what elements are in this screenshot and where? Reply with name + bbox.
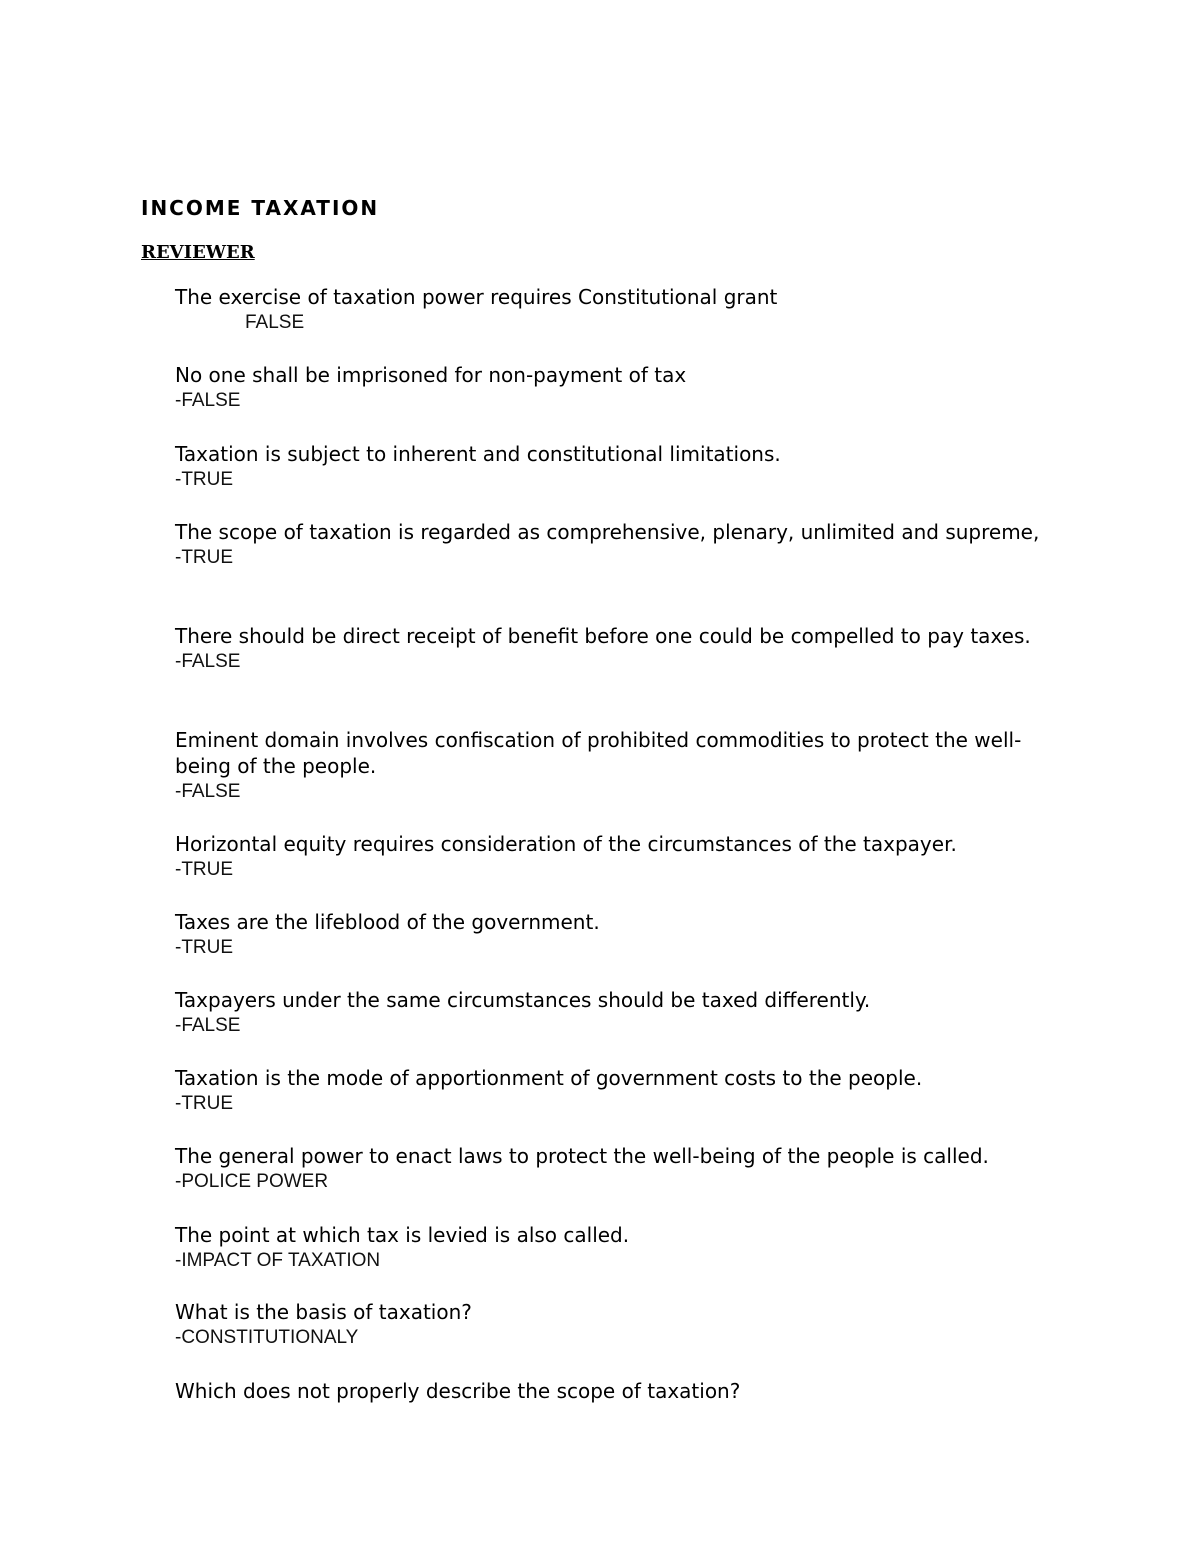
qa-item (175, 441, 1075, 493)
question-text: The scope of taxation is regarded as comprehensive, plenary, unlimited and supreme, (175, 520, 1040, 544)
question-text: There should be direct receipt of benefit before one could be compelled to pay taxes. (175, 624, 1031, 648)
question-text: Taxation is the mode of apportionment of government costs to the people. (175, 1066, 923, 1090)
question-text: The point at which tax is levied is also called. (175, 1223, 630, 1247)
answer-text: -CONSTITUTIONALY (175, 1327, 359, 1348)
answer-text: -TRUE (175, 859, 234, 880)
question-text: No one shall be imprisoned for non-payment of tax (175, 363, 687, 387)
qa-item (175, 362, 1075, 414)
answer-text: -FALSE (175, 390, 241, 411)
question-text: The exercise of taxation power requires Constitutional grant (175, 285, 778, 309)
question-text: Taxpayers under the same circumstances should be taxed differently. (175, 988, 871, 1012)
qa-item (175, 909, 1075, 961)
answer-text: -POLICE POWER (175, 1171, 329, 1192)
answer-text: -TRUE (175, 469, 234, 490)
question-text: What is the basis of taxation? (175, 1300, 472, 1324)
answer-text: -FALSE (175, 651, 241, 672)
answer-text: -TRUE (175, 1093, 234, 1114)
question-text: Horizontal equity requires consideration of the circumstances of the taxpayer. (175, 832, 957, 856)
qa-item (175, 284, 1075, 336)
qa-item (175, 1065, 1075, 1117)
qa-item (175, 831, 1075, 883)
answer-text: -TRUE (175, 547, 234, 568)
qa-item (175, 1378, 1075, 1404)
qa-item (175, 1143, 1075, 1195)
qa-item (175, 519, 1075, 571)
question-text: Taxation is subject to inherent and constitutional limitations. (175, 442, 781, 466)
answer-text: -TRUE (175, 937, 234, 958)
qa-item (175, 623, 1075, 675)
qa-item (175, 987, 1075, 1039)
question-text: The general power to enact laws to protect the well-being of the people is called. (175, 1144, 989, 1168)
answer-text: -FALSE (175, 1015, 241, 1036)
qa-item (175, 1299, 1075, 1351)
question-text: Which does not properly describe the scope of taxation? (175, 1379, 741, 1403)
qa-item (175, 727, 1075, 805)
question-text: Taxes are the lifeblood of the government. (175, 910, 600, 934)
answer-text: -FALSE (175, 781, 241, 802)
qa-item (175, 1222, 1075, 1274)
question-text: Eminent domain involves confiscation of prohibited commodities to protect the well-being of the people. (175, 728, 1022, 778)
document-subtitle: REVIEWER (141, 242, 255, 263)
answer-text: -IMPACT OF TAXATION (175, 1250, 381, 1271)
answer-text: FALSE (245, 312, 305, 333)
document-title: INCOME TAXATION (141, 196, 380, 220)
